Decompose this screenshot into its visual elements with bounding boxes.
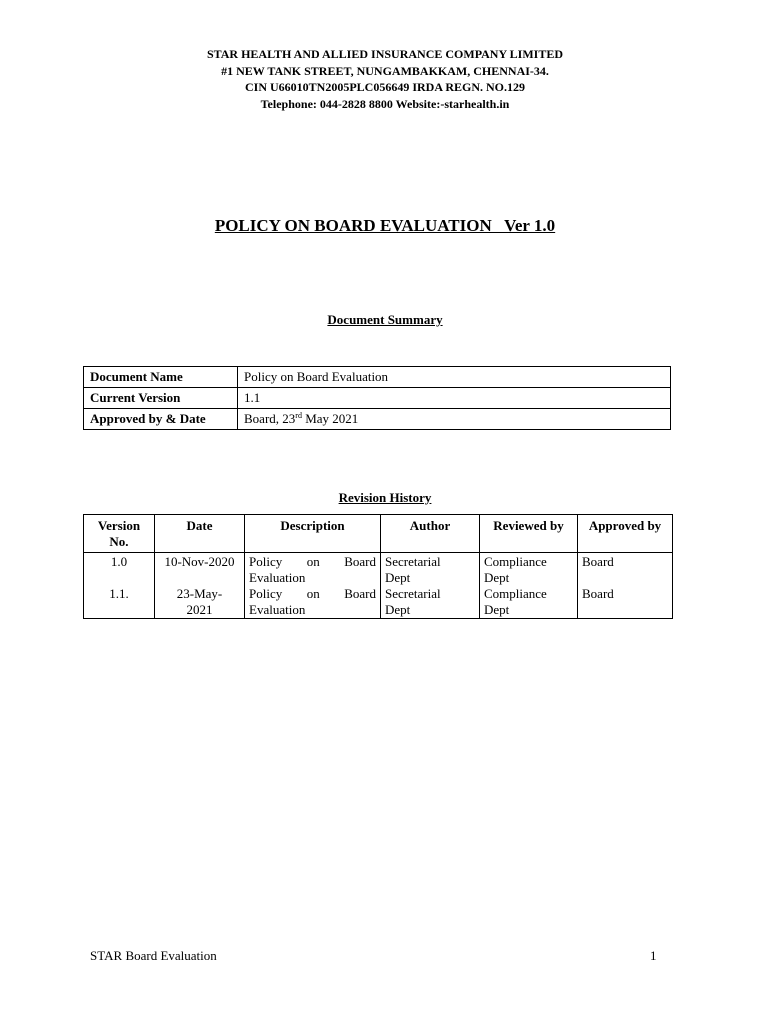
reviewer-line: Dept: [484, 570, 510, 585]
summary-key: Document Name: [84, 367, 238, 388]
cell-date: 10-Nov-2020: [155, 553, 245, 587]
approval-text-prefix: Board, 23: [244, 411, 296, 426]
page-number: 1: [650, 948, 657, 963]
approval-text-suffix: May 2021: [301, 411, 359, 426]
revision-history-heading: Revision History: [338, 490, 432, 505]
summary-value: Policy on Board Evaluation: [238, 367, 671, 388]
table-row: [84, 409, 671, 430]
cell-approved-by: Board: [578, 586, 673, 619]
document-title: POLICY ON BOARD EVALUATION Ver 1.0: [214, 216, 556, 235]
author-line: Dept: [385, 570, 411, 585]
company-address: #1 NEW TANK STREET, NUNGAMBAKKAM, CHENNAI-34.: [221, 63, 549, 78]
cell-description: [245, 586, 381, 619]
date-line: 2021: [186, 602, 213, 617]
cell-version: 1.0: [84, 553, 155, 587]
column-header-reviewed-by: Reviewed by: [480, 515, 578, 553]
company-contact: Telephone: 044-2828 8800 Website:-starhealth.in: [260, 96, 510, 111]
company-cin: CIN U66010TN2005PLC056649 IRDA REGN. NO.129: [244, 80, 525, 94]
reviewer-line: Compliance: [484, 586, 547, 601]
summary-key: Approved by & Date: [84, 409, 238, 430]
company-name: STAR HEALTH AND ALLIED INSURANCE COMPANY LIMITED: [206, 47, 564, 61]
footer-label: STAR Board Evaluation: [90, 948, 217, 963]
cell-version: 1.1.: [84, 586, 155, 619]
company-header: [0, 46, 770, 112]
table-row: [84, 553, 673, 587]
revision-history-table: [83, 514, 673, 619]
column-header-version: Version No.: [84, 515, 155, 553]
reviewer-line: Dept: [484, 602, 510, 617]
cell-approved-by: Board: [578, 553, 673, 587]
table-row: [84, 367, 671, 388]
table-header-row: [84, 515, 673, 553]
cell-reviewed-by: [480, 586, 578, 619]
column-header-author: Author: [381, 515, 480, 553]
cell-author: [381, 586, 480, 619]
cell-description: [245, 553, 381, 587]
author-line: Secretarial: [385, 586, 441, 601]
description-line: Policy on Board: [249, 586, 376, 601]
description-line: Evaluation: [249, 570, 306, 585]
table-row: [84, 586, 673, 619]
author-line: Secretarial: [385, 554, 441, 569]
author-line: Dept: [385, 602, 411, 617]
column-header-date: Date: [155, 515, 245, 553]
reviewer-line: Compliance: [484, 554, 547, 569]
document-summary-table: [83, 366, 671, 430]
description-line: Evaluation: [249, 602, 306, 617]
column-header-approved-by: Approved by: [578, 515, 673, 553]
summary-value: 1.1: [238, 388, 671, 409]
approval-text-superscript: rd: [295, 411, 302, 420]
summary-value: [238, 409, 671, 430]
table-row: [84, 388, 671, 409]
cell-date: [155, 586, 245, 619]
date-line: 23-May-: [176, 586, 223, 601]
column-header-description: Description: [245, 515, 381, 553]
summary-key: Current Version: [84, 388, 238, 409]
cell-author: [381, 553, 480, 587]
description-line: Policy on Board: [249, 554, 376, 569]
cell-reviewed-by: [480, 553, 578, 587]
document-summary-heading: Document Summary: [327, 312, 443, 327]
